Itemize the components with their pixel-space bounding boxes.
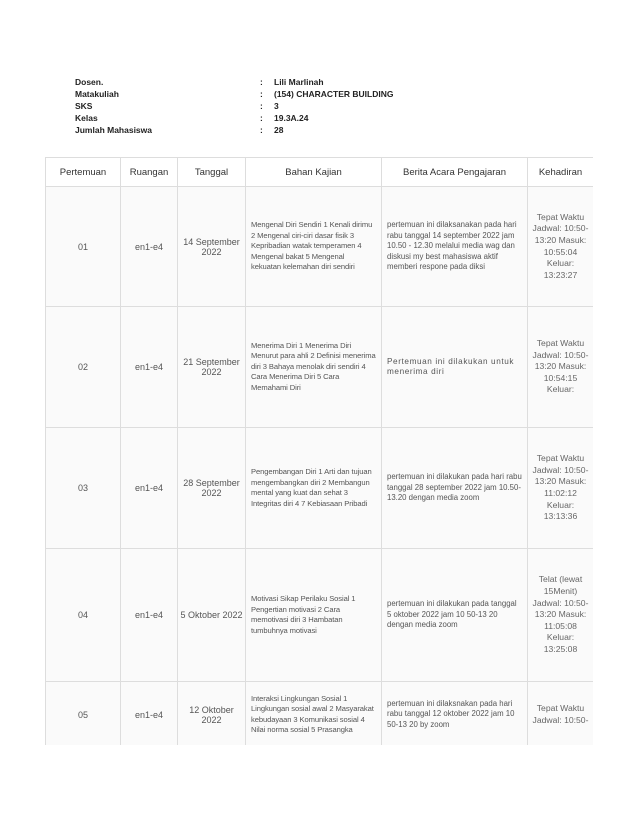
info-value: (154) CHARACTER BUILDING: [274, 89, 394, 99]
cell-kehadiran: Telat (lewat 15Menit) Jadwal: 10:50-13:20 Masuk: 11:05:08 Keluar: 13:25:08: [528, 549, 594, 682]
header-ruangan: Ruangan: [121, 158, 178, 187]
cell-tanggal: 5 Oktober 2022: [178, 549, 246, 682]
cell-ruangan: en1-e4: [121, 428, 178, 549]
cell-pertemuan: 01: [46, 187, 121, 307]
info-label: Kelas: [75, 113, 98, 123]
cell-pertemuan: 05: [46, 682, 121, 746]
cell-pertemuan: 04: [46, 549, 121, 682]
cell-kehadiran: Tepat Waktu Jadwal: 10:50-13:20 Masuk: 11:02:12 Keluar: 13:13:36: [528, 428, 594, 549]
cell-ruangan: en1-e4: [121, 187, 178, 307]
cell-tanggal: 14 September 2022: [178, 187, 246, 307]
header-bahan-kajian: Bahan Kajian: [246, 158, 382, 187]
info-value: 28: [274, 125, 284, 135]
table-row: [46, 428, 594, 549]
table-row: [46, 682, 594, 746]
cell-berita-acara: pertemuan ini dilakukan pada hari rabu tanggal 28 september 2022 jam 10.50-13.20 dengan media zoom: [382, 428, 528, 549]
cell-berita-acara: pertemuan ini dilaksanakan pada hari rabu tanggal 14 september 2022 jam 10.50 - 12.30 melalui media wag dan diskusi my best mahasiswa aktif memberi respone pada diksi: [382, 187, 528, 307]
attendance-table-container: [45, 157, 593, 745]
info-label: Matakuliah: [75, 89, 119, 99]
info-label: SKS: [75, 101, 93, 111]
header-kehadiran: Kehadiran: [528, 158, 594, 187]
cell-tanggal: 28 September 2022: [178, 428, 246, 549]
cell-bahan-kajian: Mengenal Diri Sendiri 1 Kenali dirimu 2 Mengenal ciri-ciri dasar fisik 3 Kepribadian watak temperamen 4 Mengenal bakat 5 Mengenal kekuatan kelemahan diri sendiri: [246, 187, 382, 307]
info-separator: :: [260, 89, 263, 99]
cell-bahan-kajian: Menerima Diri 1 Menerima Diri Menurut para ahli 2 Definisi menerima diri 3 Bahaya menolak diri sendiri 4 Cara Menerima Diri 5 Cara Memahami Diri: [246, 307, 382, 428]
cell-kehadiran: Tepat Waktu Jadwal: 10:50-13:20 Masuk: 10:55:04 Keluar: 13:23:27: [528, 187, 594, 307]
info-value: 3: [274, 101, 279, 111]
table-row: [46, 187, 594, 307]
cell-bahan-kajian: Pengembangan Diri 1 Arti dan tujuan mengembangkan diri 2 Membangun mental yang kuat dan sehat 3 Integritas diri 4 7 Kebiasaan Pribadi: [246, 428, 382, 549]
cell-kehadiran: Tepat Waktu Jadwal: 10:50-13:20 Masuk: 10:54:15 Keluar:: [528, 307, 594, 428]
table-header-row: [46, 158, 594, 187]
cell-tanggal: 21 September 2022: [178, 307, 246, 428]
info-value: 19.3A.24: [274, 113, 309, 123]
attendance-table: [45, 157, 593, 745]
info-value: Lili Marlinah: [274, 77, 324, 87]
info-label: Dosen.: [75, 77, 104, 87]
info-separator: :: [260, 113, 263, 123]
header-pertemuan: Pertemuan: [46, 158, 121, 187]
cell-berita-acara: Pertemuan ini dilakukan untuk menerima diri: [382, 307, 528, 428]
cell-pertemuan: 03: [46, 428, 121, 549]
table-row: [46, 307, 594, 428]
cell-berita-acara: pertemuan ini dilakukan pada tanggal 5 oktober 2022 jam 10 50-13 20 dengan media zoom: [382, 549, 528, 682]
info-separator: :: [260, 125, 263, 135]
info-label: Jumlah Mahasiswa: [75, 125, 153, 135]
cell-pertemuan: 02: [46, 307, 121, 428]
cell-ruangan: en1-e4: [121, 307, 178, 428]
table-row: [46, 549, 594, 682]
cell-bahan-kajian: Interaksi Lingkungan Sosial 1 Lingkungan sosial awal 2 Masyarakat kebudayaan 3 Komunikasi sosial 4 Nilai norma sosial 5 Prasangka: [246, 682, 382, 746]
header-berita-acara: Berita Acara Pengajaran: [382, 158, 528, 187]
header-tanggal: Tanggal: [178, 158, 246, 187]
cell-kehadiran: Tepat Waktu Jadwal: 10:50-: [528, 682, 594, 746]
cell-ruangan: en1-e4: [121, 549, 178, 682]
cell-tanggal: 12 Oktober 2022: [178, 682, 246, 746]
cell-berita-acara: pertemuan ini dilaksnakan pada hari rabu tanggal 12 oktober 2022 jam 10 50-13 20 by zoom: [382, 682, 528, 746]
info-separator: :: [260, 101, 263, 111]
cell-ruangan: en1-e4: [121, 682, 178, 746]
info-separator: :: [260, 77, 263, 87]
cell-bahan-kajian: Motivasi Sikap Perilaku Sosial 1 Pengertian motivasi 2 Cara memotivasi diri 3 Hambatan tumbuhnya motivasi: [246, 549, 382, 682]
